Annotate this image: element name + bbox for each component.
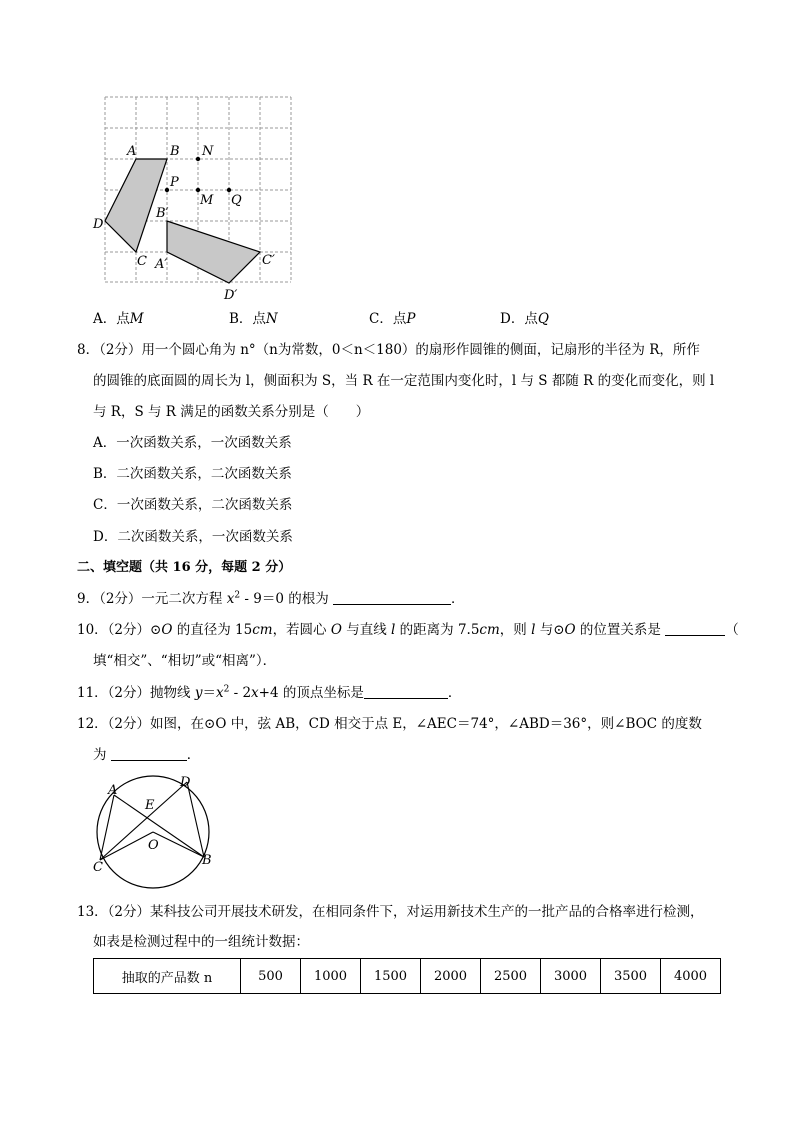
question-number: 8．: [77, 342, 100, 358]
question-text: - 9＝0 的根为: [240, 591, 333, 607]
option-text: 点: [392, 311, 407, 327]
point-p: [165, 188, 169, 192]
q8-line3: 与 R，S 与 R 满足的函数关系分别是（ ）: [93, 404, 370, 420]
question-text: ．: [447, 685, 462, 701]
unit: cm: [479, 622, 500, 638]
label-a: A: [127, 144, 137, 159]
table-cell: 3000: [541, 959, 601, 994]
label-e: E: [145, 798, 155, 813]
q12-line1: 12．（2分）如图，在⊙O 中，弦 AB，CD 相交于点 E，∠AEC＝74°，∠ABD＝36°，则∠BOC 的度数: [77, 716, 702, 732]
q10-line2: 填“相交”、“相切”或“相离”）．: [93, 653, 277, 669]
label-c: C: [137, 254, 147, 269]
question-score: （2分）: [99, 342, 142, 358]
question-text: 与⊙: [535, 622, 565, 638]
question-text: 10．（2分）⊙: [77, 622, 162, 638]
table-cell: 500: [241, 959, 301, 994]
option-letter: B．: [229, 311, 253, 327]
question-text: 与直线: [341, 622, 392, 638]
table-cell: 1500: [361, 959, 421, 994]
option-var: Q: [537, 311, 549, 327]
math-var: y: [194, 685, 203, 701]
q11: [77, 684, 461, 702]
option-letter: D．: [500, 311, 525, 327]
unit: cm: [252, 622, 273, 638]
grid-figure: [90, 92, 310, 308]
option-letter: A．: [93, 311, 117, 327]
question-text: 的距离为 7.5: [395, 622, 480, 638]
label-b: B: [202, 853, 212, 868]
label-q: Q: [231, 193, 242, 208]
option-text: 点: [116, 311, 130, 327]
q7-option-a: [93, 310, 144, 328]
answer-blank[interactable]: [111, 746, 187, 761]
option-text: 点: [252, 311, 266, 327]
question-text: ＝: [202, 685, 216, 701]
question-text: （: [725, 622, 739, 638]
q9: [77, 590, 465, 608]
option-var: N: [265, 311, 278, 327]
question-text: ．: [451, 591, 465, 607]
question-text: 11．（2分）抛物线: [77, 685, 195, 701]
question-text: 9．（2分）一元二次方程: [77, 591, 227, 607]
question-text: 为: [93, 747, 111, 763]
q10-line1: [77, 621, 739, 639]
q8-option-b: B．二次函数关系，二次函数关系: [93, 466, 292, 482]
superscript: 2: [223, 684, 230, 695]
question-text: 的位置关系是: [575, 622, 666, 638]
option-var: M: [129, 311, 144, 327]
q13-line2: 如表是检测过程中的一组统计数据：: [93, 934, 309, 950]
question-text: 用一个圆心角为 n°（n为常数，0＜n＜180）的扇形作圆锥的侧面，记扇形的半径为 R，所作: [141, 342, 700, 358]
q13-line1: 13．（2分）某科技公司开展技术研发，在相同条件下，对运用新技术生产的一批产品的合格率进行检测，: [77, 904, 704, 920]
label-o: O: [148, 838, 159, 853]
superscript: 2: [234, 590, 241, 601]
question-text: ．: [186, 747, 201, 763]
table-row: [94, 959, 721, 994]
math-var: x: [215, 685, 224, 701]
math-var: x: [226, 591, 235, 607]
math-var: O: [330, 622, 342, 638]
quadrilateral-a-prime: [167, 221, 260, 283]
q8-line1: [77, 341, 700, 359]
label-b: B: [170, 144, 180, 159]
q8-line2: 的圆锥的底面圆的周长为 l，侧面积为 S，当 R 在一定范围内变化时，l 与 S 都随 R 的变化而变化，则 l: [93, 373, 715, 389]
answer-blank[interactable]: [364, 684, 448, 699]
section-title: 二、填空题（共 16 分，每题 2 分）: [77, 560, 292, 575]
q8-option-a: A．一次函数关系，一次函数关系: [93, 435, 292, 451]
label-d: D: [93, 217, 104, 232]
label-n: N: [202, 144, 214, 159]
option-var: P: [406, 311, 416, 327]
circle-figure: [88, 772, 218, 890]
label-d: D: [180, 775, 191, 790]
question-text: 的直径为 15: [172, 622, 253, 638]
option-text: 点: [524, 311, 538, 327]
math-var: l: [391, 622, 396, 638]
question-text: ，则: [499, 622, 532, 638]
q7-option-d: [500, 310, 549, 328]
q7-option-c: [369, 310, 415, 328]
label-a: A: [108, 783, 118, 798]
label-a-prime: A′: [155, 257, 168, 272]
label-m: M: [200, 193, 214, 208]
label-p: P: [170, 175, 179, 190]
table-cell: 2500: [481, 959, 541, 994]
math-var: l: [531, 622, 536, 638]
q8-option-d: D．二次函数关系，一次函数关系: [93, 529, 293, 545]
math-var: O: [564, 622, 576, 638]
q7-option-b: [229, 310, 278, 328]
question-text: ，若圆心: [272, 622, 331, 638]
q8-option-c: C．一次函数关系，二次函数关系: [93, 497, 293, 513]
answer-blank[interactable]: [665, 621, 725, 636]
table-header-cell: 抽取的产品数 n: [94, 959, 241, 994]
table-cell: 1000: [301, 959, 361, 994]
question-text: - 2: [229, 685, 252, 701]
point-q: [227, 188, 231, 192]
label-b-prime: B′: [156, 206, 169, 221]
point-m: [196, 188, 200, 192]
label-c-prime: C′: [262, 253, 275, 268]
math-var: x: [251, 685, 259, 701]
table-cell: 4000: [661, 959, 721, 994]
question-text: +4 的顶点坐标是: [258, 685, 364, 701]
option-letter: C．: [369, 311, 393, 327]
table-cell: 3500: [601, 959, 661, 994]
math-var: O: [161, 622, 173, 638]
label-c: C: [93, 860, 103, 875]
statistics-table: [93, 958, 721, 994]
label-d-prime: D′: [224, 288, 238, 303]
table-cell: 2000: [421, 959, 481, 994]
q12-line2: [93, 746, 200, 764]
answer-blank[interactable]: [333, 590, 451, 605]
point-n: [196, 157, 200, 161]
